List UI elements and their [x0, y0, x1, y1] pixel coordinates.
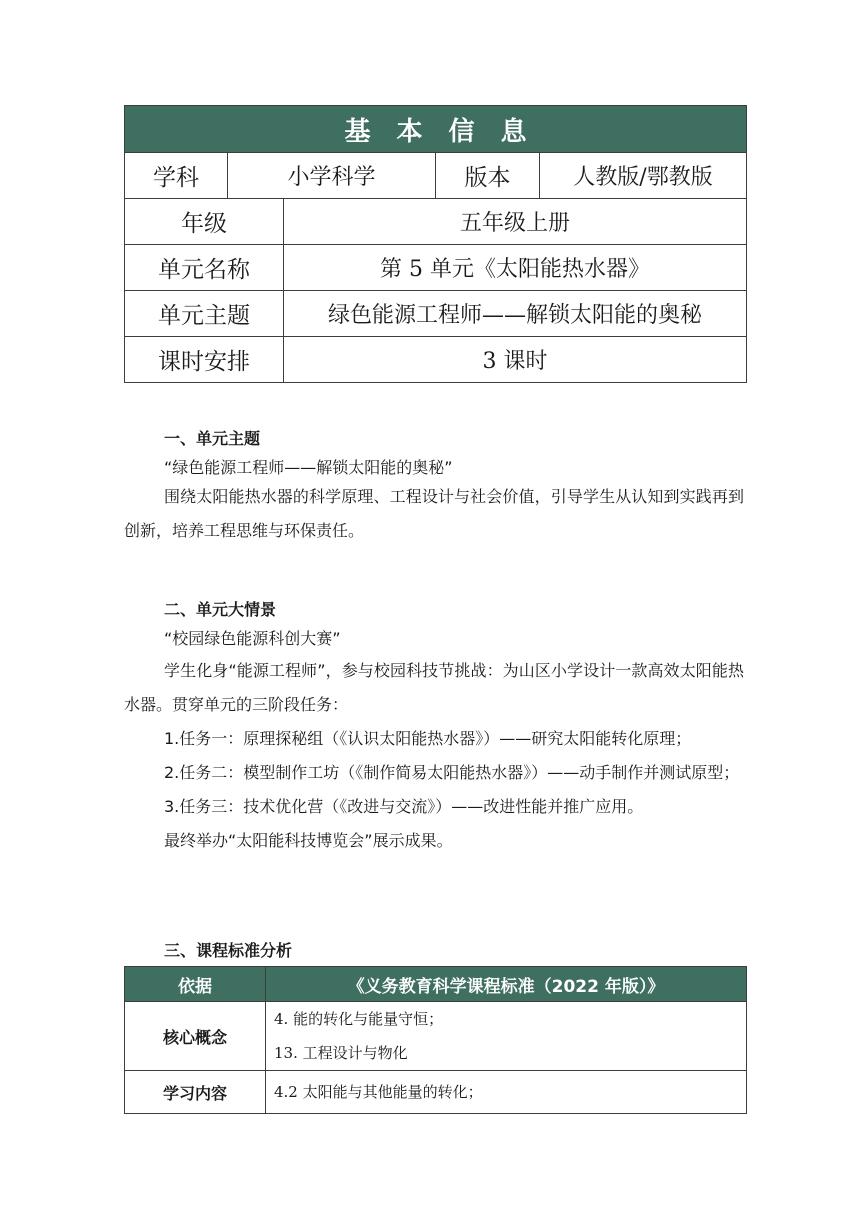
edition-value: 人教版/鄂教版 — [540, 153, 747, 199]
unit-name-label: 单元名称 — [125, 245, 284, 291]
section-unit-scenario — [124, 597, 744, 858]
info-row-schedule — [125, 337, 747, 383]
section-quote: “绿色能源工程师——解锁太阳能的奥秘” — [164, 458, 453, 477]
info-table-title: 基本信息 — [125, 106, 747, 153]
schedule-value: 3 课时 — [284, 337, 747, 383]
learning-content-row — [125, 1071, 747, 1114]
edition-label: 版本 — [436, 153, 540, 199]
closing-line: 最终举办“太阳能科技博览会”展示成果。 — [164, 831, 453, 850]
task-item: 3.任务三：技术优化营（《改进与交流》）——改进性能并推广应用。 — [164, 797, 644, 816]
learning-content-label: 学习内容 — [125, 1071, 266, 1114]
section-heading: 二、单元大情景 — [164, 600, 277, 619]
learning-content-item: 4.2 太阳能与其他能量的转化； — [274, 1083, 483, 1101]
standards-table — [124, 966, 747, 1114]
basis-label: 依据 — [125, 967, 266, 1002]
standards-header-row — [125, 967, 747, 1002]
info-row-unit-theme — [125, 291, 747, 337]
section-quote: “校园绿色能源科创大赛” — [164, 629, 341, 648]
info-title-row — [125, 106, 747, 153]
section-heading: 三、课程标准分析 — [164, 941, 293, 960]
unit-theme-value: 绿色能源工程师——解锁太阳能的奥秘 — [284, 291, 747, 337]
core-concept-item: 13. 工程设计与物化 — [274, 1044, 408, 1062]
grade-label: 年级 — [125, 199, 284, 245]
section-paragraph: 围绕太阳能热水器的科学原理、工程设计与社会价值，引导学生从认知到实践再到创新，培养工程思维与环保责任。 — [124, 487, 744, 540]
section-unit-theme — [124, 426, 744, 548]
core-concept-row — [125, 1002, 747, 1071]
basis-value: 《义务教育科学课程标准（2022 年版）》 — [266, 967, 747, 1002]
info-row-unit-name — [125, 245, 747, 291]
section-curriculum-standards — [124, 938, 744, 961]
learning-content-list — [266, 1071, 747, 1114]
grade-value: 五年级上册 — [284, 199, 747, 245]
info-row-grade — [125, 199, 747, 245]
task-item: 1.任务一：原理探秘组（《认识太阳能热水器》）——研究太阳能转化原理； — [164, 729, 692, 748]
subject-label: 学科 — [125, 153, 228, 199]
section-heading: 一、单元主题 — [164, 429, 261, 448]
unit-name-value: 第 5 单元《太阳能热水器》 — [284, 245, 747, 291]
core-concept-list — [266, 1002, 747, 1071]
subject-value: 小学科学 — [228, 153, 436, 199]
basic-info-table — [124, 105, 747, 383]
unit-theme-label: 单元主题 — [125, 291, 284, 337]
core-concept-label: 核心概念 — [125, 1002, 266, 1071]
info-row-subject — [125, 153, 747, 199]
task-item: 2.任务二：模型制作工坊（《制作简易太阳能热水器》）——动手制作并测试原型； — [164, 763, 740, 782]
schedule-label: 课时安排 — [125, 337, 284, 383]
core-concept-item: 4. 能的转化与能量守恒； — [274, 1010, 444, 1028]
section-paragraph: 学生化身“能源工程师”，参与校园科技节挑战：为山区小学设计一款高效太阳能热水器。贯穿单元的三阶段任务： — [124, 661, 744, 714]
